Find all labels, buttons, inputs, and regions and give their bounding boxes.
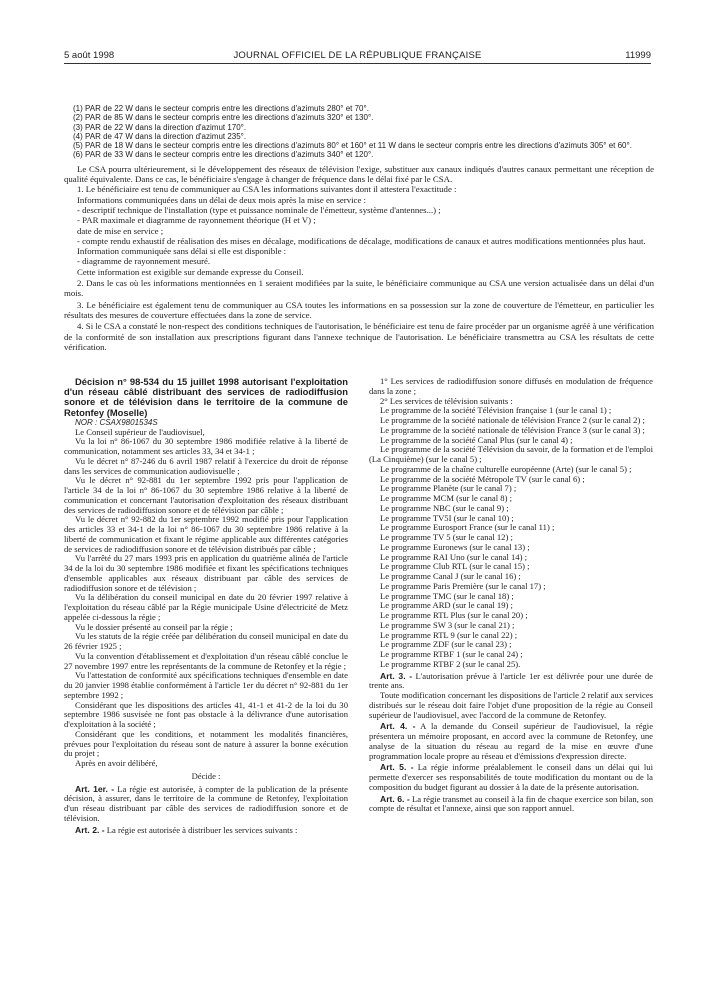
- paragraph: Vu le décret n° 87-246 du 6 avril 1987 relatif à l'exercice du droit de réponse dans les services de communication audiovisuelle ;: [64, 455, 348, 476]
- programme-item: Le programme Euronews (sur le canal 13) ;: [380, 541, 530, 552]
- paragraph: 3. Le bénéficiaire est également tenu de communiquer au CSA toutes les informations en sa possession sur la zone de couverture de l'émetteur, en particulier les résultats des mesures de couverture effectuées dans la zone de service.: [64, 299, 654, 320]
- programme-item: Le programme RAI Uno (sur le canal 14) ;: [380, 551, 528, 562]
- article-text: La régie est autorisée à distribuer les services suivants :: [104, 824, 298, 835]
- azimuth-note: (2) PAR de 85 W dans le secteur compris entre les directions d'azimuts 320° et 130°.: [73, 113, 374, 123]
- article-4: [369, 722, 653, 761]
- paragraph: Vu les statuts de la régie créée par délibération du conseil municipal en date du 26 février 1925 ;: [64, 631, 348, 652]
- annex-continuation: [64, 104, 654, 352]
- programme-item: Le programme RTL Plus (sur le canal 20) ;: [380, 610, 528, 620]
- paragraph: Vu le décret n° 92-882 du 1er septembre 1992 modifié pris pour l'application des articles 33 et 34-1 de la loi n° 86-1067 du 30 septembre 1986 relative à la liberté de communication et fixant le régime applicable aux différentes catégories de services de radiodiffusion sonore et de télévision distribués par câble ;: [64, 514, 348, 554]
- article-5: [369, 763, 653, 792]
- article-label: Art. 3. -: [380, 670, 413, 681]
- programme-item: Le programme de la société nationale de télévision France 2 (sur le canal 2) ;: [380, 415, 645, 425]
- azimuth-note: (1) PAR de 22 W dans le secteur compris entre les directions d'azimuts 280° et 70°.: [73, 104, 369, 113]
- paragraph: Vu l'arrêté du 27 mars 1993 pris en application du quatrième alinéa de l'article 34 de la loi du 30 septembre 1986 modifiée et fixant les spécifications techniques d'ensemble applicables aux réseaux distribuant par câble des services de radiodiffusion sonore et de télévision ;: [64, 553, 348, 593]
- programme-item: Le programme RTL 9 (sur le canal 22) ;: [380, 629, 518, 640]
- programme-item: Le programme TV 5 (sur le canal 12) ;: [380, 532, 513, 542]
- azimuth-notes: [64, 104, 654, 160]
- paragraph: - compte rendu exhaustif de réalisation des mises en décalage, modifications de décalage, modifications de canaux et autres modifications mentionnées plus haut.: [77, 235, 646, 246]
- article-label: Art. 5. -: [380, 762, 414, 773]
- header-journal-title: JOURNAL OFFICIEL DE LA RÉPUBLIQUE FRANÇAISE: [233, 50, 482, 61]
- programme-item: Le programme de la société Télévision française 1 (sur le canal 1) ;: [380, 405, 612, 416]
- decide-heading: Décide :: [191, 770, 221, 781]
- paragraph: date de mise en service ;: [77, 225, 164, 236]
- article-label: Art. 2. -: [75, 824, 105, 835]
- paragraph: Vu la loi n° 86-1067 du 30 septembre 1986 modifiée relative à la liberté de communication, notamment ses articles 33, 34 et 34-1 ;: [64, 436, 348, 457]
- azimuth-note: (4) PAR de 47 W dans la direction d'azimut 235°.: [73, 131, 247, 141]
- article-text: La régie est autorisée, à compter de la publication de la présente décision, à assurer, dans le territoire de la commune de Retonfey, l'exploitation d'un réseau distribuant par câble des services de radiodiffusion sonore et de télévision.: [64, 783, 349, 823]
- paragraph: Vu le dossier présenté au conseil par la régie ;: [75, 621, 233, 632]
- azimuth-note: (3) PAR de 22 W dans la direction d'azimut 170°.: [73, 122, 247, 132]
- programme-item: Le programme de la société Canal Plus (sur le canal 4) ;: [380, 434, 573, 445]
- paragraph: Vu la délibération du conseil municipal en date du 20 février 1997 relative à l'exploitation du réseau câblé par la Régie municipale Usine d'électricité de Metz appelée ci-dessous la régie ;: [64, 592, 348, 622]
- programme-item: Le programme TMC (sur le canal 18) ;: [380, 590, 514, 601]
- paragraph: Le Conseil supérieur de l'audiovisuel,: [75, 426, 205, 437]
- paragraph: Information communiquée sans délai si elle est disponible :: [77, 246, 287, 257]
- header-date: 5 août 1998: [64, 50, 115, 61]
- paragraph: - descriptif technique de l'installation (type et puissance nominale de l'émetteur, système d'antennes...) ;: [77, 204, 441, 215]
- azimuth-note: (5) PAR de 18 W dans le secteur compris entre les directions d'azimuts 80° et 160° et 11 W dans le secteur compris entre les directions d'azimuts 305° et 60°.: [73, 141, 632, 151]
- programme-item: Le programme RTBF 2 (sur le canal 25).: [380, 658, 521, 669]
- programme-item: Le programme Eurosport France (sur le canal 11) ;: [380, 522, 555, 533]
- paragraph: 1° Les services de radiodiffusion sonore diffusés en modulation de fréquence dans la zone ;: [369, 376, 653, 396]
- paragraph: Après en avoir délibéré,: [75, 758, 158, 769]
- article-6: [369, 795, 653, 815]
- programme-item: Le programme de la société Métropole TV (sur le canal 6) ;: [380, 473, 585, 484]
- programme-item: Le programme MCM (sur le canal 8) ;: [380, 493, 512, 503]
- paragraph: Informations communiquées dans un délai de deux mois après la mise en service :: [77, 194, 366, 205]
- programme-item: Le programme Planète (sur le canal 7) ;: [380, 483, 517, 494]
- article-2: [64, 826, 348, 836]
- page-header: [64, 49, 651, 64]
- programme-item: Le programme RTBF 1 (sur le canal 24) ;: [380, 649, 523, 659]
- article-text: La régie transmet au conseil à la fin de chaque exercice son bilan, son compte de résultat et l'annexe, ainsi que son rapport annuel.: [369, 793, 653, 814]
- paragraph: 2. Dans le cas où les informations mentionnées en 1 seraient modifiées par la suite, le bénéficiaire communique au CSA une version actualisée dans un délai d'un mois.: [64, 278, 654, 299]
- programme-item: Le programme TV5I (sur le canal 10) ;: [380, 512, 514, 523]
- nor-reference: NOR : CSAX9801534S: [75, 417, 158, 427]
- right-column: [369, 377, 653, 814]
- programme-item: Le programme Canal J (sur le canal 16) ;: [380, 571, 521, 581]
- article-text: A la demande du Conseil supérieur de l'audiovisuel, la régie présentera un mémoire proposant, en accord avec la commune de Retonfey, une analyse de la situation du réseau au regard de la mise en œuvre d'une programmation locale propre au réseau et d'émissions d'expression directe.: [369, 721, 654, 761]
- article-label: Art. 1er. -: [75, 783, 115, 794]
- paragraph: Vu la convention d'établissement et d'exploitation d'un réseau câblé conclue le 27 novembre 1997 entre les représentants de la commune de Retonfey et la régie ;: [64, 650, 348, 671]
- paragraph: 2° Les services de télévision suivants :: [380, 395, 513, 406]
- article-label: Art. 4. -: [380, 721, 416, 732]
- paragraph: 1. Le bénéficiaire est tenu de communiquer au CSA les informations suivantes dont il attestera l'exactitude :: [77, 184, 457, 195]
- paragraph: Le CSA pourra ultérieurement, si le développement des réseaux de télévision l'exige, substituer aux canaux indiqués d'autres canaux permettant une réception de qualité équivalente. Dans ce cas, le bénéficiaire s'engage à changer de fréquence dans le délai fixé par le CSA.: [64, 163, 654, 185]
- paragraph: - diagramme de rayonnement mesuré.: [77, 256, 211, 267]
- programme-item: Le programme Club RTL (sur le canal 15) ;: [380, 561, 530, 572]
- programme-item: Le programme ARD (sur le canal 19) ;: [380, 600, 513, 611]
- article-3: [369, 672, 653, 692]
- programme-item: Le programme ZDF (sur le canal 23) ;: [380, 639, 512, 650]
- paragraph: Considérant que les conditions, et notamment les modalités financières, prévues pour l'exploitation du réseau sont de nature à assurer la bonne exécution du projet ;: [64, 728, 348, 759]
- paragraph: Vu l'attestation de conformité aux spécifications techniques d'ensemble en date du 20 janvier 1998 établie conformément à l'article 1er du décret n° 92-881 du 1er septembre 1992 ;: [64, 670, 348, 700]
- programme-item: Le programme de la chaîne culturelle européenne (Arte) (sur le canal 5) ;: [380, 463, 632, 474]
- programme-list: [369, 406, 653, 669]
- programme-item: Le programme de la société nationale de télévision France 3 (sur le canal 3) ;: [380, 424, 645, 435]
- programme-item: Le programme SW 3 (sur le canal 21) ;: [380, 619, 515, 630]
- programme-item: Le programme de la société Télévision du savoir, de la formation et de l'emploi (La Cinquième) (sur le canal 5) ;: [369, 444, 653, 464]
- article-text: L'autorisation prévue à l'article 1er est délivrée pour une durée de trente ans.: [369, 670, 653, 691]
- article-1: [64, 785, 348, 824]
- article-label: Art. 6. -: [380, 793, 410, 804]
- paragraph: Considérant que les dispositions des articles 41, 41-1 et 41-2 de la loi du 30 septembre 1986 susvisée ne font pas obstacle à la délivrance d'une autorisation d'exploitation à la société ;: [64, 699, 348, 730]
- paragraph: Cette information est exigible sur demande expresse du Conseil.: [77, 266, 304, 277]
- left-column: [64, 377, 348, 835]
- azimuth-note: (6) PAR de 33 W dans le secteur compris entre les directions d'azimuts 340° et 120°.: [73, 150, 374, 160]
- paragraph: Vu le décret n° 92-881 du 1er septembre 1992 pris pour l'application de l'article 34 de la loi n° 86-1067 du 30 septembre 1986 relative à la liberté de communication et concernant l'autorisation d'exploitation des réseaux distribuant des services de radiodiffusion sonore et de télévision par câble ;: [64, 475, 348, 515]
- paragraph: - PAR maximale et diagramme de rayonnement théorique (H et V) ;: [77, 215, 316, 226]
- paragraph: Toute modification concernant les dispositions de l'article 2 relatif aux services distribués sur le réseau doit faire l'objet d'une proposition de la régie au Conseil supérieur de l'audiovisuel, avec l'accord de la commune de Retonfey.: [369, 690, 653, 720]
- header-page-number: 11999: [625, 50, 651, 61]
- programme-item: Le programme NBC (sur le canal 9) ;: [380, 502, 509, 513]
- article-text: La régie informe préalablement le conseil dans un délai qui lui permette d'exercer ses responsabilités de toute modification du montant ou de la composition du budget figurant au dossier à la date de la présente autorisation.: [369, 762, 653, 792]
- decision-title: Décision n° 98-534 du 15 juillet 1998 autorisant l'exploitation d'un réseau câblé distribuant des services de radiodiffusion sonore et de télévision dans le territoire de la commune de Retonfey (Moselle): [64, 376, 348, 418]
- programme-item: Le programme Paris Première (sur le canal 17) ;: [380, 580, 546, 591]
- paragraph: 4. Si le CSA a constaté le non-respect des conditions techniques de l'autorisation, le bénéficiaire est tenu de faire procéder par un organisme agréé à une vérification de la conformité de son installation aux prescriptions figurant dans l'annexe technique de l'autorisation. Le bénéficiaire transmettra au CSA les résultats de cette vérification.: [64, 321, 654, 352]
